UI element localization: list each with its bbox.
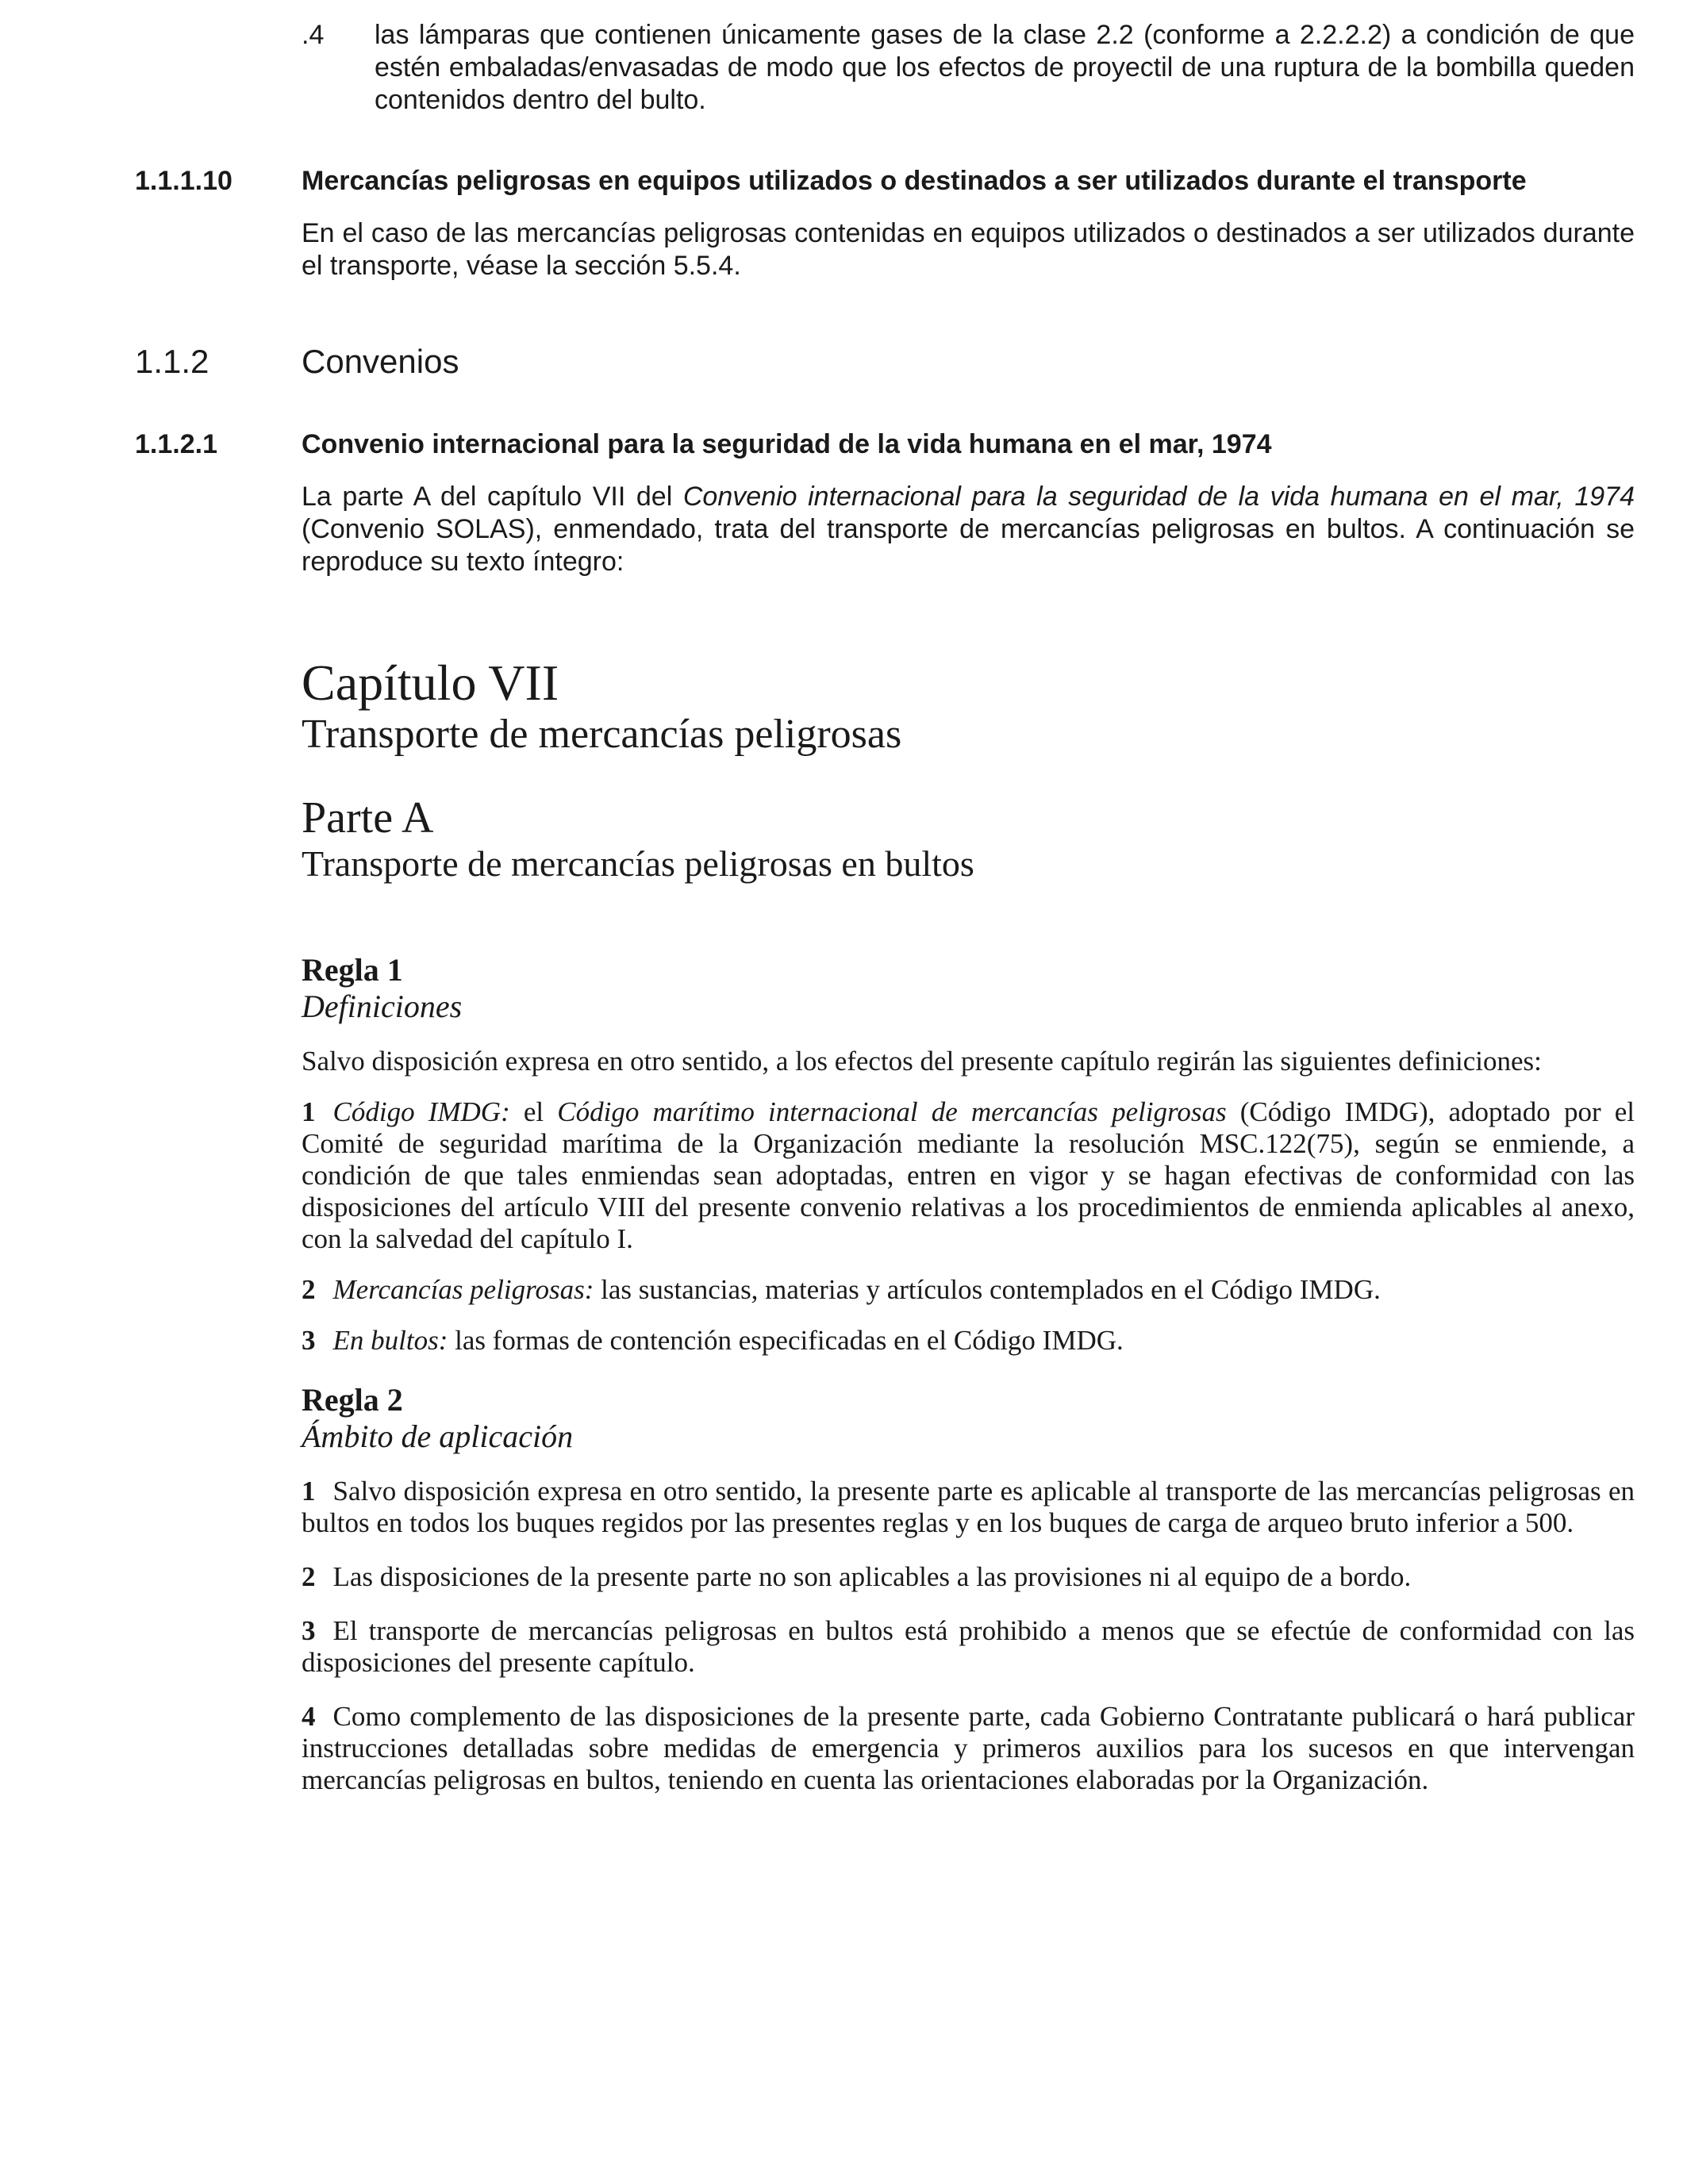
regla-title: Regla 1 bbox=[302, 952, 403, 988]
regla-paragraph bbox=[302, 1274, 1635, 1306]
section-number: 1.1.1.10 bbox=[135, 166, 232, 196]
regla-paragraph bbox=[302, 1615, 1635, 1679]
paragraph-number: 4 bbox=[302, 1701, 316, 1732]
regla-paragraph bbox=[302, 1701, 1635, 1796]
paragraph-number: 3 bbox=[302, 1615, 316, 1646]
regla-2 bbox=[302, 1382, 1635, 1796]
regla-paragraph bbox=[302, 1325, 1635, 1357]
chapter-subtitle: Transporte de mercancías peligrosas bbox=[302, 712, 902, 757]
text-run: las sustancias, materias y artículos contemplados en el Código IMDG. bbox=[594, 1274, 1381, 1305]
text-run: Salvo disposición expresa en otro sentido, la presente parte es aplicable al transporte de las mercancías peligrosas en bultos en todos los buques regidos por las presentes reglas y en los buques de carga de arqueo bruto inferior a 500. bbox=[302, 1476, 1635, 1538]
section-heading: Convenio internacional para la seguridad de la vida humana en el mar, 1974 bbox=[302, 429, 1272, 459]
regla-subtitle: Ámbito de aplicación bbox=[302, 1418, 574, 1454]
text-run: (Convenio SOLAS), enmendado, trata del transporte de mercancías peligrosas en bultos. A continuación se reproduce su texto íntegro: bbox=[302, 514, 1635, 577]
section-1-1-2 bbox=[135, 343, 1635, 382]
part-header bbox=[302, 793, 1635, 885]
section-heading: Convenios bbox=[302, 343, 459, 380]
defined-term: Código IMDG: bbox=[332, 1096, 510, 1127]
regla-1 bbox=[302, 952, 1635, 1357]
chapter-header bbox=[302, 655, 1635, 758]
section-1-1-2-1 bbox=[135, 428, 1635, 587]
convention-title-italic: Convenio internacional para la seguridad de la vida humana en el mar, 1974 bbox=[682, 482, 1635, 512]
text-run: el bbox=[509, 1096, 558, 1127]
paragraph-number: 2 bbox=[302, 1274, 316, 1305]
defined-term: En bultos: bbox=[332, 1325, 448, 1356]
text-run: La parte A del capítulo VII del bbox=[302, 482, 683, 512]
text-run: Las disposiciones de la presente parte no son aplicables a las provisiones ni al equipo de a bordo. bbox=[332, 1561, 1412, 1592]
defined-term: Mercancías peligrosas: bbox=[332, 1274, 594, 1305]
list-item-number: .4 bbox=[302, 20, 325, 50]
regla-intro: Salvo disposición expresa en otro sentido, a los efectos del presente capítulo regirán las siguientes definiciones: bbox=[302, 1046, 1542, 1077]
regla-paragraph bbox=[302, 1476, 1635, 1539]
regla-subtitle: Definiciones bbox=[302, 988, 463, 1024]
regla-paragraph bbox=[302, 1096, 1635, 1255]
chapter-title: Capítulo VII bbox=[302, 654, 559, 711]
section-text: En el caso de las mercancías peligrosas contenidas en equipos utilizados o destinados a ser utilizados durante el transporte, véase la sección 5.5.4. bbox=[302, 218, 1635, 281]
regla-title: Regla 2 bbox=[302, 1382, 403, 1418]
section-heading: Mercancías peligrosas en equipos utilizados o destinados a ser utilizados durante el transporte bbox=[302, 166, 1527, 196]
text-run: Como complemento de las disposiciones de la presente parte, cada Gobierno Contratante publicará o hará publicar instrucciones detalladas sobre medidas de emergencia y primeros auxilios para los sucesos en que intervengan mercancías peligrosas en bultos, teniendo en cuenta las orientaciones elaboradas por la Organización. bbox=[302, 1701, 1635, 1795]
paragraph-number: 1 bbox=[302, 1096, 316, 1127]
section-text bbox=[302, 481, 1635, 578]
section-1-1-1-10 bbox=[135, 165, 1635, 284]
list-item-4 bbox=[135, 19, 1635, 122]
paragraph-number: 2 bbox=[302, 1561, 316, 1592]
part-subtitle: Transporte de mercancías peligrosas en bultos bbox=[302, 843, 974, 884]
paragraph-number: 1 bbox=[302, 1476, 316, 1507]
section-number: 1.1.2.1 bbox=[135, 429, 217, 459]
text-run: las formas de contención especificadas en el Código IMDG. bbox=[448, 1325, 1124, 1356]
section-number: 1.1.2 bbox=[135, 343, 209, 380]
regla-paragraph bbox=[302, 1561, 1635, 1593]
code-title-italic: Código marítimo internacional de mercancías peligrosas bbox=[557, 1096, 1227, 1127]
paragraph-number: 3 bbox=[302, 1325, 316, 1356]
part-title: Parte A bbox=[302, 793, 434, 843]
text-run: El transporte de mercancías peligrosas en bultos está prohibido a menos que se efectúe de conformidad con las disposiciones del presente capítulo. bbox=[302, 1615, 1635, 1678]
text-run: (Código IMDG), adoptado por el Comité de seguridad marítima de la Organización mediante la resolución MSC.122(75), según se enmiende, a condición de que tales enmiendas sean adoptadas, entren en vigor y se hagan efectivas de conformidad con las disposiciones del artículo VIII del presente convenio relativas a los procedimientos de enmienda aplicables al anexo, con la salvedad del capítulo I. bbox=[302, 1096, 1635, 1254]
list-item-text: las lámparas que contienen únicamente gases de la clase 2.2 (conforme a 2.2.2.2) a condición de que estén embaladas/envasadas de modo que los efectos de proyectil de una ruptura de la bombilla queden contenidos dentro del bulto. bbox=[375, 20, 1635, 115]
